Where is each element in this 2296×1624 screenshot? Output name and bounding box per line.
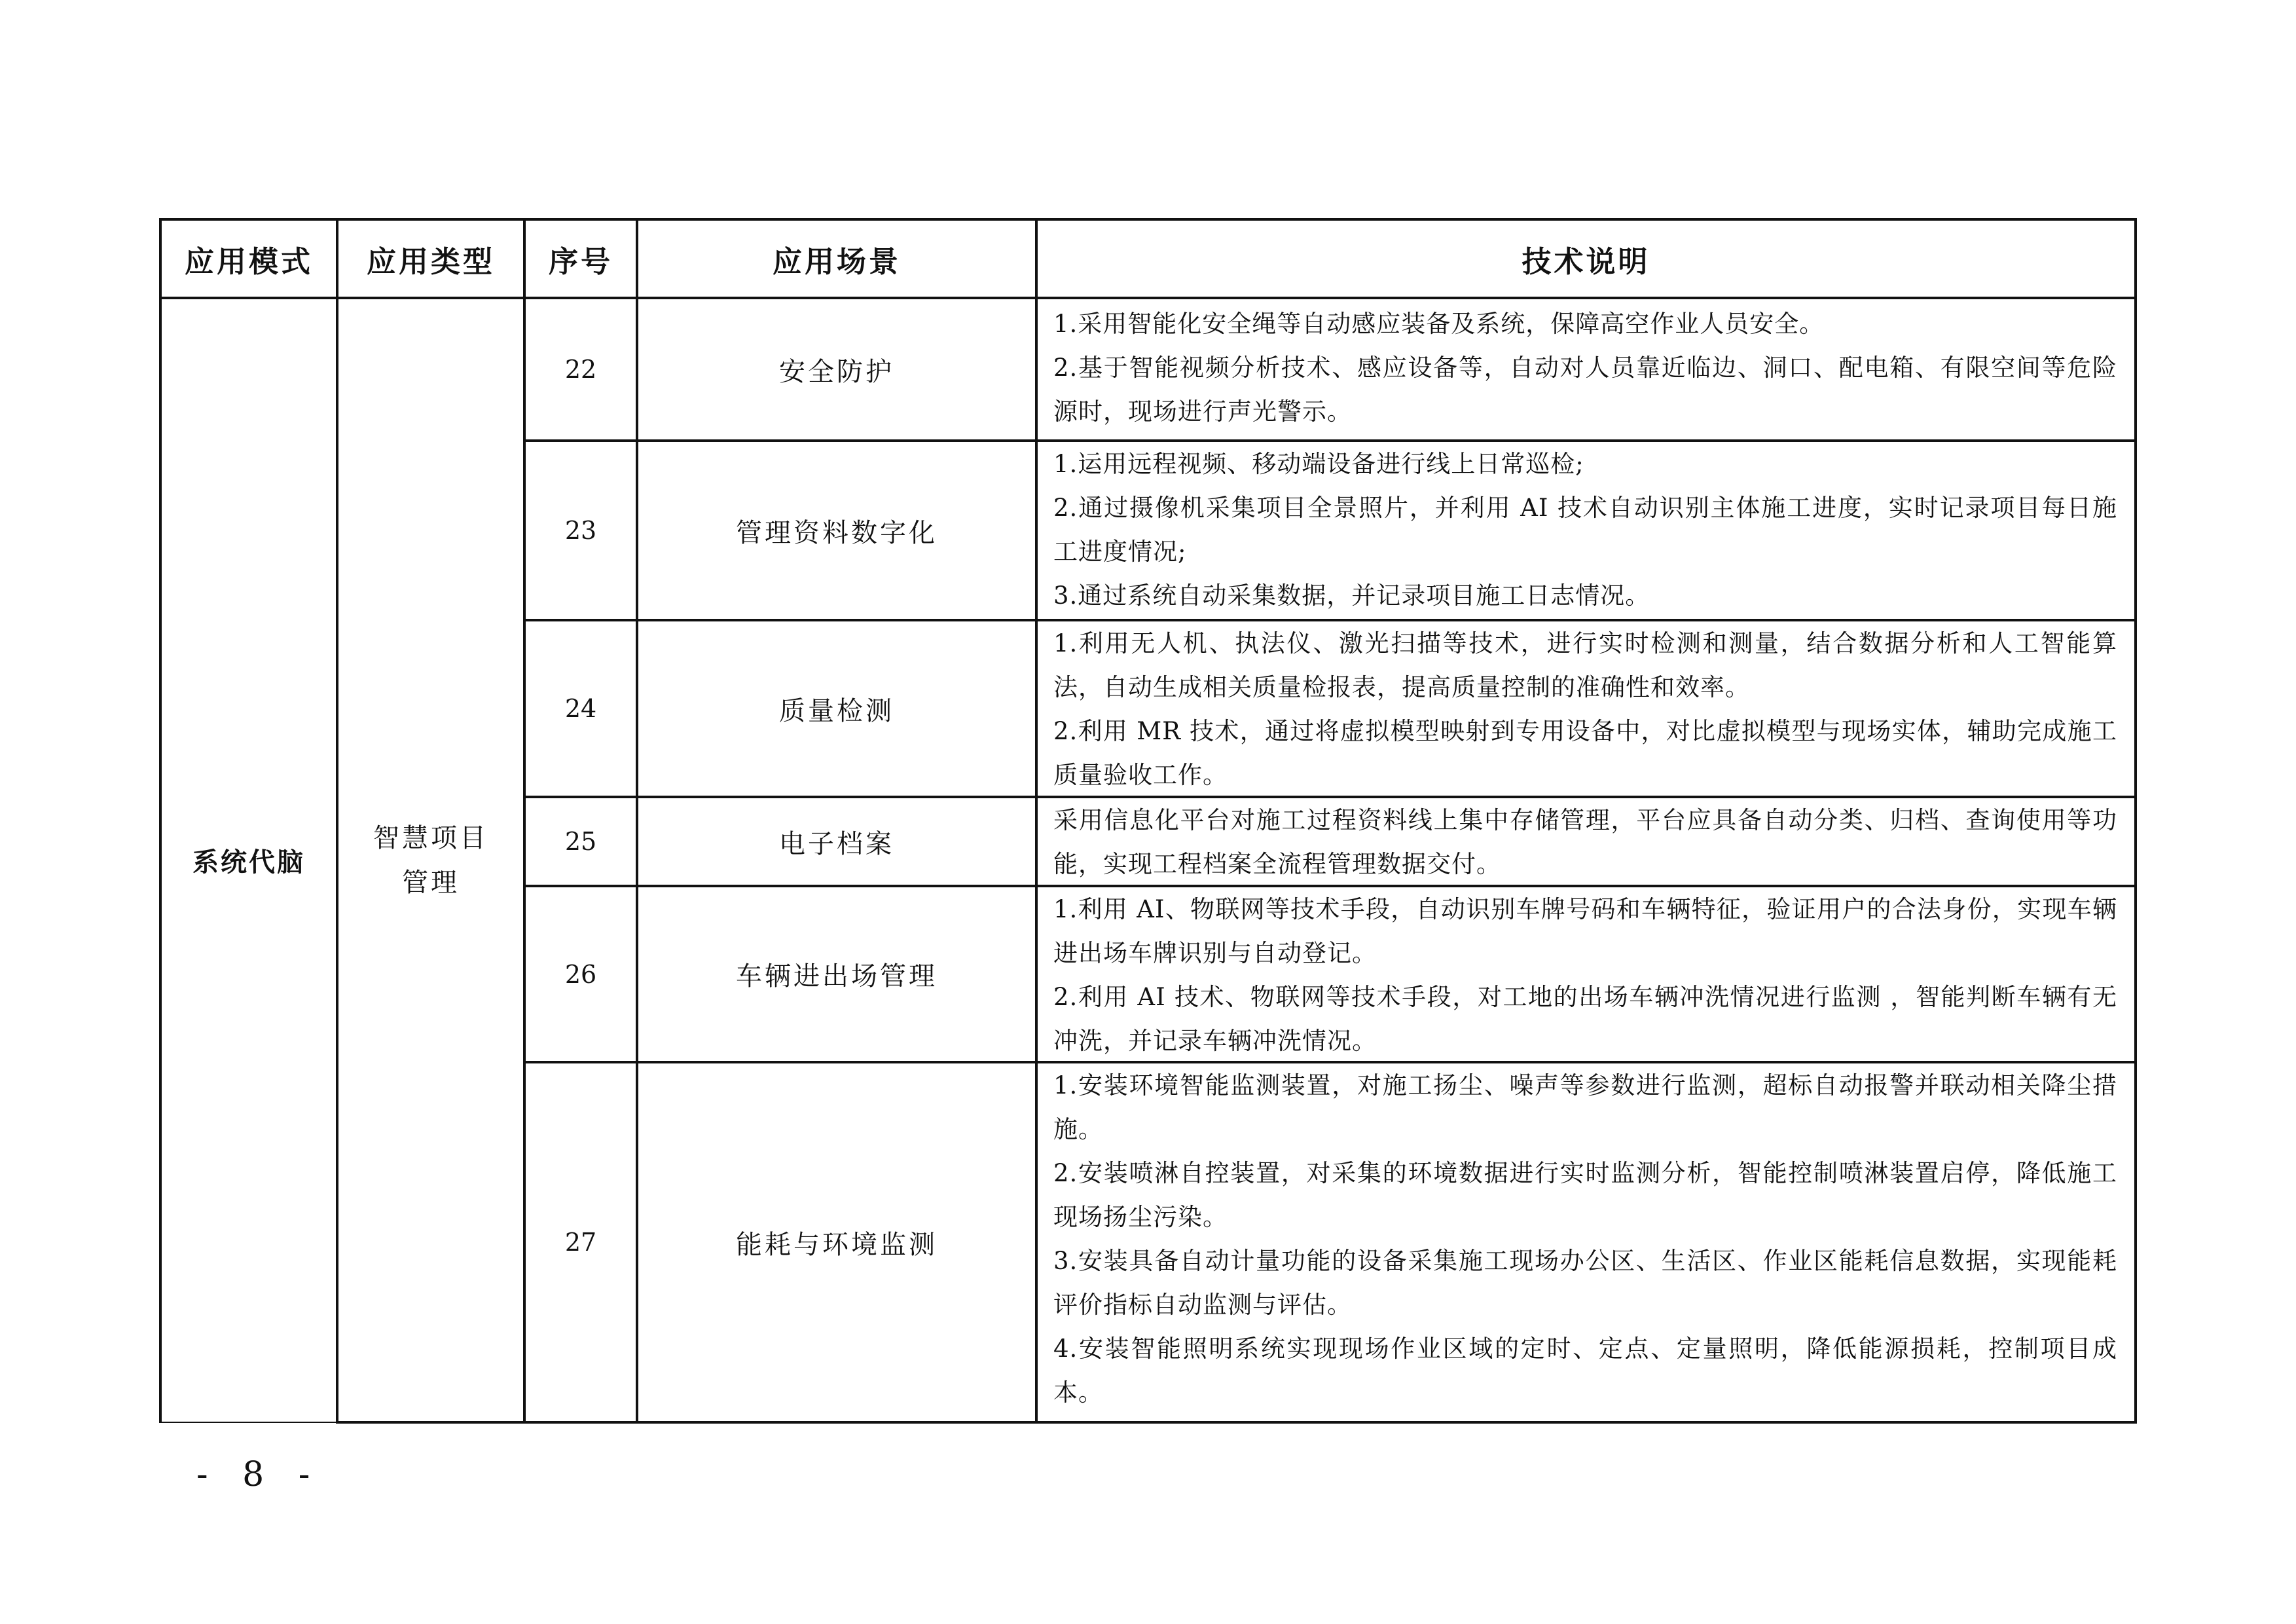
page-number: - 8 - bbox=[196, 1455, 322, 1494]
description-line: 1.安装环境智能监测装置，对施工扬尘、噪声等参数进行监测，超标自动报警并联动相关降尘措施。 bbox=[1053, 1071, 2117, 1143]
header-scene: 应用场景 bbox=[772, 244, 901, 279]
header-mode: 应用模式 bbox=[184, 244, 313, 279]
row-number: 23 bbox=[564, 516, 597, 545]
application-type-line: 管理 bbox=[402, 867, 460, 898]
table-right-border bbox=[2134, 218, 2137, 1424]
description-line: 1.利用 AI、物联网等技术手段，自动识别车牌号码和车辆特征，验证用户的合法身份，实现车辆进出场车牌识别与自动登记。 bbox=[1053, 895, 2117, 967]
row-scene: 车辆进出场管理 bbox=[736, 961, 938, 991]
row-scene: 质量检测 bbox=[779, 695, 894, 726]
description-line: 4.安装智能照明系统实现现场作业区域的定时、定点、定量照明，降低能源损耗，控制项目成本。 bbox=[1053, 1335, 2117, 1407]
description-line: 2.基于智能视频分析技术、感应设备等，自动对人员靠近临边、洞口、配电箱、有限空间等危险源时，现场进行声光警示。 bbox=[1053, 354, 2117, 426]
row-number: 22 bbox=[564, 355, 597, 384]
row-scene: 电子档案 bbox=[779, 828, 894, 859]
application-type-text bbox=[373, 816, 488, 905]
description-line: 2.安装喷淋自控装置，对采集的环境数据进行实时监测分析，智能控制喷淋装置启停，降低施工现场扬尘污染。 bbox=[1053, 1159, 2117, 1231]
row-description bbox=[1038, 442, 2134, 619]
description-line: 2.利用 AI 技术、物联网等技术手段，对工地的出场车辆冲洗情况进行监测 ，智能判断车辆有无冲洗，并记录车辆冲洗情况。 bbox=[1053, 983, 2117, 1055]
description-line: 1.运用远程视频、移动端设备进行线上日常巡检; bbox=[1053, 450, 1584, 478]
row-scene: 安全防护 bbox=[779, 356, 894, 387]
description-line: 1.采用智能化安全绳等自动感应装备及系统，保障高空作业人员安全。 bbox=[1053, 310, 1825, 338]
row-description bbox=[1038, 798, 2134, 885]
row-description bbox=[1038, 887, 2134, 1061]
header-type: 应用类型 bbox=[366, 244, 495, 279]
description-line: 3.通过系统自动采集数据，并记录项目施工日志情况。 bbox=[1053, 581, 1650, 610]
application-mode: 系统代脑 bbox=[192, 847, 305, 877]
description-line: 2.利用 MR 技术，通过将虚拟模型映射到专用设备中，对比虚拟模型与现场实体，辅助完成施工质量验收工作。 bbox=[1053, 717, 2117, 789]
header-description: 技术说明 bbox=[1522, 244, 1650, 279]
row-scene: 管理资料数字化 bbox=[736, 517, 938, 548]
row-description bbox=[1038, 1063, 2134, 1421]
row-description bbox=[1038, 302, 2134, 439]
description-line: 采用信息化平台对施工过程资料线上集中存储管理，平台应具备自动分类、归档、查询使用等功能，实现工程档案全流程管理数据交付。 bbox=[1053, 806, 2117, 878]
row-number: 27 bbox=[564, 1228, 597, 1257]
row-number: 26 bbox=[564, 959, 597, 989]
technology-table bbox=[159, 218, 2137, 1424]
row-number: 24 bbox=[564, 694, 597, 723]
row-description bbox=[1038, 621, 2134, 796]
application-type bbox=[338, 299, 523, 1421]
description-line: 2.通过摄像机采集项目全景照片，并利用 AI 技术自动识别主体施工进度，实时记录项目每日施工进度情况; bbox=[1053, 494, 2117, 566]
table-bottom-border bbox=[336, 1421, 2137, 1424]
application-type-line: 智慧项目 bbox=[373, 822, 488, 853]
row-number: 25 bbox=[564, 827, 597, 856]
header-number: 序号 bbox=[548, 244, 613, 279]
description-line: 1.利用无人机、执法仪、激光扫描等技术，进行实时检测和测量，结合数据分析和人工智能算法，自动生成相关质量检报表，提高质量控制的准确性和效率。 bbox=[1053, 629, 2117, 701]
mode-bottom-border bbox=[159, 1422, 336, 1423]
row-scene: 能耗与环境监测 bbox=[736, 1229, 938, 1260]
description-line: 3.安装具备自动计量功能的设备采集施工现场办公区、生活区、作业区能耗信息数据，实现能耗评价指标自动监测与评估。 bbox=[1053, 1247, 2117, 1319]
